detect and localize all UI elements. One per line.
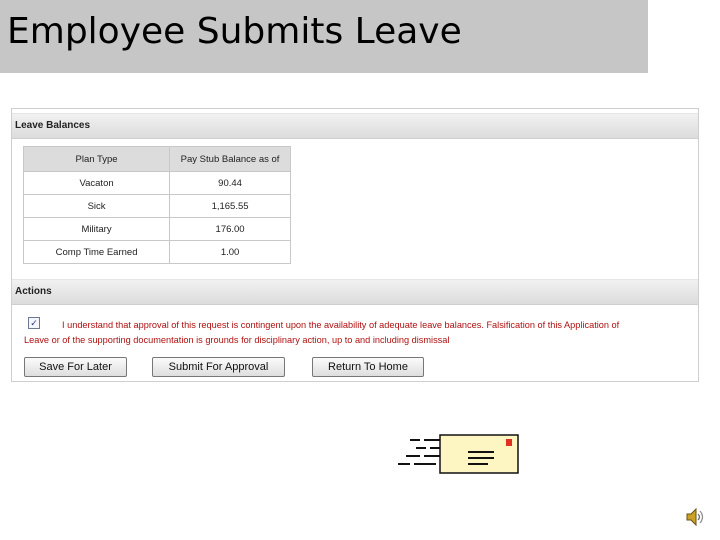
table-row [24,172,291,195]
table-row [24,241,291,264]
table-row [24,218,291,241]
actions-header: Actions [12,279,698,305]
save-for-later-button[interactable]: Save For Later [24,357,127,377]
acknowledgement-text: I understand that approval of this request is contingent upon the availability of adequate leave balances. Falsification of this Application of Leave or of the supporting documentation is grounds for disciplinary action, up to and including dismissal [24,320,620,345]
balance-cell: 90.44 [170,172,291,195]
table-header-row [24,147,291,172]
balance-cell: 176.00 [170,218,291,241]
plan-type-cell: Military [24,218,170,241]
leave-balances-table [23,146,291,264]
slide-title: Employee Submits Leave [0,0,648,73]
leave-request-panel [11,108,699,382]
column-header-plan-type: Plan Type [24,147,170,172]
plan-type-cell: Vacaton [24,172,170,195]
plan-type-cell: Sick [24,195,170,218]
acknowledgement-checkbox[interactable]: ✓ [28,317,40,329]
return-to-home-button[interactable]: Return To Home [312,357,424,377]
submit-for-approval-button[interactable]: Submit For Approval [152,357,285,377]
table-row [24,195,291,218]
speaker-icon[interactable] [684,506,706,528]
moving-envelope-icon [396,432,522,476]
leave-balances-header: Leave Balances [12,113,698,139]
balance-cell: 1.00 [170,241,291,264]
balance-cell: 1,165.55 [170,195,291,218]
column-header-balance: Pay Stub Balance as of [170,147,291,172]
plan-type-cell: Comp Time Earned [24,241,170,264]
